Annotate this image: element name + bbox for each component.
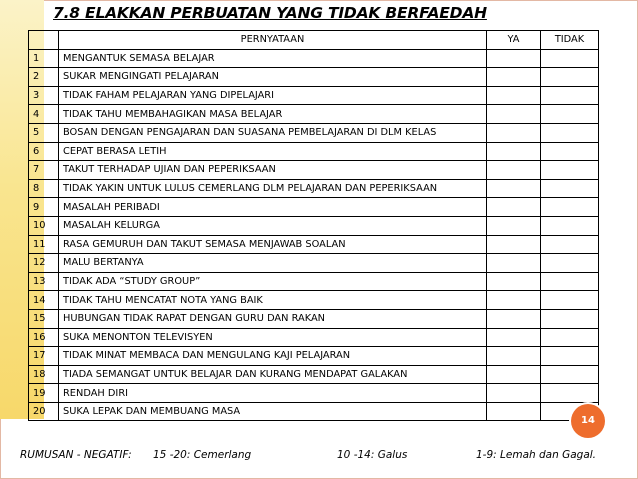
header-statement: PERNYATAAN [59, 31, 487, 50]
header-no: TIDAK [541, 31, 599, 50]
row-statement: TIADA SEMANGAT UNTUK BELAJAR DAN KURANG MENDAPAT GALAKAN [59, 365, 487, 384]
row-statement: MASALAH KELURGA [59, 216, 487, 235]
answer-yes-cell[interactable] [487, 328, 541, 347]
row-statement: SUKA MENONTON TELEVISYEN [59, 328, 487, 347]
answer-no-cell[interactable] [541, 198, 599, 217]
page-number-badge: 14 [571, 404, 605, 438]
row-statement: TIDAK FAHAM PELAJARAN YANG DIPELAJARI [59, 86, 487, 105]
row-statement: TIDAK TAHU MEMBAHAGIKAN MASA BELAJAR [59, 105, 487, 124]
table-row [29, 365, 599, 384]
table-row [29, 235, 599, 254]
row-number: 4 [29, 105, 59, 124]
table-row [29, 384, 599, 403]
row-number: 12 [29, 254, 59, 273]
row-statement: SUKA LEPAK DAN MEMBUANG MASA [59, 402, 487, 421]
row-number: 3 [29, 86, 59, 105]
answer-no-cell[interactable] [541, 123, 599, 142]
table-row [29, 105, 599, 124]
row-number: 20 [29, 402, 59, 421]
answer-no-cell[interactable] [541, 254, 599, 273]
answer-yes-cell[interactable] [487, 309, 541, 328]
answer-no-cell[interactable] [541, 179, 599, 198]
table-row [29, 198, 599, 217]
answer-yes-cell[interactable] [487, 216, 541, 235]
answer-no-cell[interactable] [541, 142, 599, 161]
answer-no-cell[interactable] [541, 235, 599, 254]
row-number: 16 [29, 328, 59, 347]
answer-no-cell[interactable] [541, 105, 599, 124]
row-number: 19 [29, 384, 59, 403]
table-row [29, 161, 599, 180]
table-row [29, 402, 599, 421]
row-number: 1 [29, 49, 59, 68]
row-statement: TAKUT TERHADAP UJIAN DAN PEPERIKSAAN [59, 161, 487, 180]
answer-no-cell[interactable] [541, 49, 599, 68]
table-row [29, 272, 599, 291]
legend-label: RUMUSAN - NEGATIF: [20, 449, 132, 461]
row-number: 6 [29, 142, 59, 161]
answer-yes-cell[interactable] [487, 105, 541, 124]
table-row [29, 86, 599, 105]
answer-yes-cell[interactable] [487, 161, 541, 180]
row-number: 7 [29, 161, 59, 180]
row-statement: RENDAH DIRI [59, 384, 487, 403]
answer-yes-cell[interactable] [487, 384, 541, 403]
row-number: 11 [29, 235, 59, 254]
answer-yes-cell[interactable] [487, 402, 541, 421]
answer-yes-cell[interactable] [487, 68, 541, 87]
answer-no-cell[interactable] [541, 347, 599, 366]
row-number: 9 [29, 198, 59, 217]
table-row [29, 49, 599, 68]
answer-yes-cell[interactable] [487, 235, 541, 254]
answer-no-cell[interactable] [541, 328, 599, 347]
table-row [29, 347, 599, 366]
row-statement: CEPAT BERASA LETIH [59, 142, 487, 161]
row-number: 13 [29, 272, 59, 291]
table-row [29, 254, 599, 273]
row-statement: MENGANTUK SEMASA BELAJAR [59, 49, 487, 68]
row-number: 5 [29, 123, 59, 142]
answer-no-cell[interactable] [541, 365, 599, 384]
checklist-table [28, 30, 599, 421]
row-number: 18 [29, 365, 59, 384]
answer-yes-cell[interactable] [487, 291, 541, 310]
answer-no-cell[interactable] [541, 86, 599, 105]
answer-yes-cell[interactable] [487, 347, 541, 366]
row-number: 8 [29, 179, 59, 198]
answer-yes-cell[interactable] [487, 86, 541, 105]
table-row [29, 309, 599, 328]
row-statement: MALU BERTANYA [59, 254, 487, 273]
page-title: 7.8 ELAKKAN PERBUATAN YANG TIDAK BERFAEDAH [53, 4, 487, 22]
header-number [29, 31, 59, 50]
answer-no-cell[interactable] [541, 309, 599, 328]
row-statement: TIDAK MINAT MEMBACA DAN MENGULANG KAJI PELAJARAN [59, 347, 487, 366]
row-statement: RASA GEMURUH DAN TAKUT SEMASA MENJAWAB SOALAN [59, 235, 487, 254]
answer-yes-cell[interactable] [487, 49, 541, 68]
row-number: 2 [29, 68, 59, 87]
row-statement: TIDAK YAKIN UNTUK LULUS CEMERLANG DLM PELAJARAN DAN PEPERIKSAAN [59, 179, 487, 198]
table-row [29, 68, 599, 87]
answer-yes-cell[interactable] [487, 254, 541, 273]
row-statement: SUKAR MENGINGATI PELAJARAN [59, 68, 487, 87]
table-row [29, 328, 599, 347]
row-number: 15 [29, 309, 59, 328]
legend-low: 1-9: Lemah dan Gagal. [476, 449, 597, 461]
row-number: 14 [29, 291, 59, 310]
header-yes: YA [487, 31, 541, 50]
row-statement: BOSAN DENGAN PENGAJARAN DAN SUASANA PEMBELAJARAN DI DLM KELAS [59, 123, 487, 142]
table-row [29, 216, 599, 235]
answer-no-cell[interactable] [541, 161, 599, 180]
answer-no-cell[interactable] [541, 272, 599, 291]
row-statement: TIDAK TAHU MENCATAT NOTA YANG BAIK [59, 291, 487, 310]
answer-no-cell[interactable] [541, 68, 599, 87]
answer-yes-cell[interactable] [487, 179, 541, 198]
table-row [29, 179, 599, 198]
table-row [29, 123, 599, 142]
answer-no-cell[interactable] [541, 384, 599, 403]
table-row [29, 142, 599, 161]
row-number: 17 [29, 347, 59, 366]
row-statement: MASALAH PERIBADI [59, 198, 487, 217]
answer-yes-cell[interactable] [487, 198, 541, 217]
row-statement: TIDAK ADA “STUDY GROUP” [59, 272, 487, 291]
table-row [29, 291, 599, 310]
answer-no-cell[interactable] [541, 216, 599, 235]
answer-yes-cell[interactable] [487, 365, 541, 384]
table-header-row [29, 31, 599, 50]
answer-yes-cell[interactable] [487, 123, 541, 142]
row-number: 10 [29, 216, 59, 235]
answer-yes-cell[interactable] [487, 142, 541, 161]
legend-high: 15 -20: Cemerlang [153, 449, 252, 461]
answer-no-cell[interactable] [541, 291, 599, 310]
answer-yes-cell[interactable] [487, 272, 541, 291]
row-statement: HUBUNGAN TIDAK RAPAT DENGAN GURU DAN RAKAN [59, 309, 487, 328]
legend-mid: 10 -14: Galus [337, 449, 408, 461]
